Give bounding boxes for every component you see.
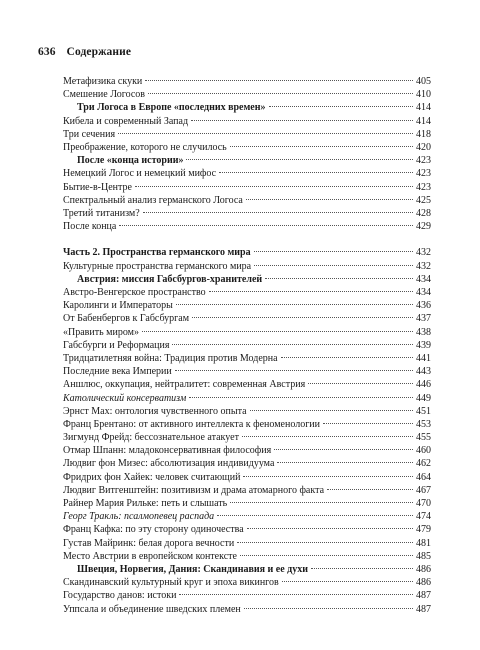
toc-entry: [63, 339, 431, 352]
toc-entry-page: 464: [416, 471, 431, 483]
dot-leader: [243, 476, 413, 477]
dot-leader: [175, 370, 413, 371]
dot-leader: [247, 528, 413, 529]
toc-entry-title: Кибела и современный Запад: [63, 115, 189, 127]
toc-entry-page: 486: [416, 563, 431, 575]
toc-entry-title: Католический консерватизм: [63, 392, 187, 404]
toc-entry-title: Метафизика скуки: [63, 76, 143, 87]
toc-entry-page: 470: [416, 498, 431, 509]
toc-entry-title: Фридрих фон Хайек: человек считающий: [63, 471, 241, 483]
dot-leader: [277, 462, 413, 463]
dot-leader: [265, 278, 413, 279]
toc-entry: [63, 603, 431, 616]
toc-entry-title: Преображение, которого не случилось: [63, 141, 227, 153]
toc-entry-page: 460: [416, 445, 431, 457]
toc-entry: [63, 378, 431, 391]
toc-entry: [63, 444, 431, 457]
toc-entry-page: 479: [416, 524, 431, 536]
toc-entry-page: 432: [416, 247, 431, 259]
toc-entry-title: Людвиг Витгенштейн: позитивизм и драма атомарного факта: [63, 484, 325, 496]
dot-leader: [281, 357, 413, 358]
toc-entry: [63, 457, 431, 470]
dot-leader: [242, 436, 413, 437]
toc-entry-page: 428: [416, 207, 431, 219]
toc-section-entry: [63, 101, 431, 114]
toc-section-entry: [63, 273, 431, 286]
toc-entry-title: Последние века Империи: [63, 366, 172, 378]
toc-entry-page: 414: [416, 102, 431, 114]
toc-entry-page: 481: [416, 537, 431, 549]
toc-entry-title: Австрия: миссия Габсбургов-хранителей: [77, 273, 263, 285]
dot-leader: [179, 594, 413, 595]
toc-entry-title: Три сечения: [63, 128, 116, 140]
toc-entry: [63, 115, 431, 128]
toc-entry: [63, 352, 431, 365]
toc-entry-page: 434: [416, 287, 431, 298]
dot-leader: [230, 502, 413, 503]
toc-entry-page: 462: [416, 458, 431, 470]
toc-entry: [63, 207, 431, 220]
toc-entry: [63, 326, 431, 339]
dot-leader: [250, 410, 413, 411]
toc-entry: [63, 510, 431, 523]
toc-entry-page: 425: [416, 194, 431, 206]
toc-entry-title: Каролинги и Императоры: [63, 300, 173, 312]
toc-entry-title: «Править миром»: [63, 326, 139, 338]
toc-entry-title: От Бабенбергов к Габсбургам: [63, 313, 190, 325]
toc-entry-page: 485: [416, 550, 431, 562]
toc-entry: [63, 141, 431, 154]
toc-section-entry: [63, 154, 431, 167]
dot-leader: [308, 383, 413, 384]
toc-part-entry: [63, 246, 431, 259]
dot-leader: [209, 291, 413, 292]
toc-entry: [63, 576, 431, 589]
toc-entry-title: Франц Брентано: от активного интеллекта к феноменологии: [63, 418, 320, 430]
toc-entry-page: 487: [416, 603, 431, 615]
toc-entry-title: Аншлюс, оккупация, нейтралитет: современная Австрия: [63, 379, 306, 391]
dot-leader: [269, 106, 413, 107]
toc-entry: [63, 589, 431, 602]
toc-entry-page: 487: [416, 590, 431, 602]
toc-entry-page: 414: [416, 115, 431, 127]
toc-entry-page: 429: [416, 221, 431, 233]
toc-entry-title: Австро-Венгерское пространство: [63, 287, 206, 298]
toc-entry: [63, 181, 431, 194]
dot-leader: [323, 423, 413, 424]
toc-entry-page: 418: [416, 128, 431, 140]
toc-entry-title: Уппсала и объединение шведских племен: [63, 603, 241, 615]
toc-entry-title: Тридцатилетняя война: Традиция против Модерна: [63, 352, 278, 364]
toc-section-entry: [63, 563, 431, 576]
dot-leader: [148, 93, 413, 94]
dot-leader: [191, 120, 413, 121]
toc-entry-title: Эрнст Мах: онтология чувственного опыта: [63, 405, 247, 417]
page-number: 636: [38, 46, 56, 58]
toc-entry: [63, 128, 431, 141]
toc-entry-page: 434: [416, 273, 431, 285]
toc-entry-page: 443: [416, 366, 431, 378]
toc-entry-page: 437: [416, 313, 431, 325]
toc-entry-title: После «конца истории»: [77, 155, 184, 167]
dot-leader: [142, 331, 413, 332]
toc-entry-title: Спектральный анализ германского Логоса: [63, 194, 243, 206]
toc-entry: [63, 260, 431, 273]
dot-leader: [246, 199, 413, 200]
toc-entry-page: 423: [416, 168, 431, 180]
running-header: [38, 46, 131, 58]
toc-entry-title: После конца: [63, 221, 117, 233]
dot-leader: [145, 80, 413, 81]
toc-entry: [63, 194, 431, 207]
toc-entry-page: 410: [416, 89, 431, 101]
toc-entry: [63, 167, 431, 180]
toc-entry: [63, 299, 431, 312]
toc-entry-page: 441: [416, 352, 431, 364]
dot-leader: [244, 608, 413, 609]
toc-entry: [63, 88, 431, 101]
toc-entry: [63, 286, 431, 299]
toc-entry-title: Франц Кафка: по эту сторону одиночества: [63, 524, 244, 536]
dot-leader: [135, 186, 413, 187]
dot-leader: [192, 317, 413, 318]
toc-entry-title: Бытие-в-Центре: [63, 181, 132, 193]
dot-leader: [217, 515, 413, 516]
toc-entry: [63, 471, 431, 484]
toc-entry-page: 474: [416, 511, 431, 523]
toc-entry-page: 486: [416, 577, 431, 589]
toc-entry: [63, 220, 431, 233]
toc-entry: [63, 75, 431, 88]
toc-entry-page: 420: [416, 141, 431, 153]
dot-leader: [240, 555, 413, 556]
toc-entry-title: Отмар Шпанн: младоконсервативная философия: [63, 445, 272, 457]
toc-entry: [63, 418, 431, 431]
toc-entry-page: 439: [416, 339, 431, 351]
toc-entry-page: 423: [416, 155, 431, 167]
toc-entry-title: Райнер Мария Рильке: петь и слышать: [63, 498, 228, 509]
toc-entry: [63, 392, 431, 405]
toc-entry-page: 455: [416, 432, 431, 444]
toc-entry: [63, 523, 431, 536]
toc-entry-title: Государство данов: истоки: [63, 590, 177, 602]
toc-entry-page: 449: [416, 392, 431, 404]
toc-entry: [63, 405, 431, 418]
dot-leader: [172, 344, 413, 345]
running-title: Содержание: [66, 46, 132, 58]
toc-entry-title: Культурные пространства германского мира: [63, 260, 252, 272]
dot-leader: [230, 146, 413, 147]
toc-entry: [63, 312, 431, 325]
toc-entry: [63, 550, 431, 563]
toc-entry-title: Место Австрии в европейском контексте: [63, 550, 237, 562]
dot-leader: [254, 265, 413, 266]
dot-leader: [254, 251, 413, 252]
dot-leader: [143, 212, 413, 213]
toc-entry-title: Габсбурги и Реформация: [63, 339, 170, 351]
toc-entry: [63, 537, 431, 550]
toc-entry-title: Часть 2. Пространства германского мира: [63, 247, 251, 259]
toc-entry-title: Три Логоса в Европе «последних времен»: [77, 102, 266, 114]
toc-entry-title: Георг Тракль: псалмопевец распада: [63, 511, 215, 523]
toc-entry-page: 467: [416, 484, 431, 496]
toc-spacer: [63, 233, 431, 246]
toc-entry-title: Людвиг фон Мизес: абсолютизация индивидуума: [63, 458, 275, 470]
toc-entry-page: 436: [416, 300, 431, 312]
dot-leader: [176, 304, 413, 305]
toc-entry-page: 453: [416, 418, 431, 430]
toc-entry-title: Густав Майринк: белая дорога вечности: [63, 537, 235, 549]
toc-entry: [63, 497, 431, 510]
toc-entry: [63, 431, 431, 444]
dot-leader: [119, 225, 413, 226]
dot-leader: [237, 542, 413, 543]
table-of-contents: [63, 75, 431, 616]
toc-entry-title: Скандинавский культурный круг и эпоха викингов: [63, 577, 279, 589]
dot-leader: [118, 133, 413, 134]
toc-entry-title: Швеция, Норвегия, Дания: Скандинавия и ее духи: [77, 563, 308, 575]
toc-entry-title: Немецкий Логос и немецкий мифос: [63, 168, 217, 180]
toc-entry-page: 446: [416, 379, 431, 391]
toc-entry-page: 423: [416, 181, 431, 193]
toc-entry: [63, 365, 431, 378]
toc-entry-page: 432: [416, 260, 431, 272]
dot-leader: [189, 397, 413, 398]
toc-entry: [63, 484, 431, 497]
dot-leader: [274, 449, 413, 450]
dot-leader: [327, 489, 413, 490]
toc-entry-title: Смешение Логосов: [63, 89, 146, 101]
toc-entry-page: 405: [416, 76, 431, 87]
dot-leader: [186, 159, 413, 160]
toc-entry-page: 438: [416, 326, 431, 338]
dot-leader: [311, 568, 413, 569]
toc-entry-title: Третий титанизм?: [63, 207, 140, 219]
dot-leader: [219, 172, 413, 173]
dot-leader: [282, 581, 413, 582]
toc-entry-title: Зигмунд Фрейд: бессознательное атакует: [63, 432, 239, 444]
toc-entry-page: 451: [416, 405, 431, 417]
